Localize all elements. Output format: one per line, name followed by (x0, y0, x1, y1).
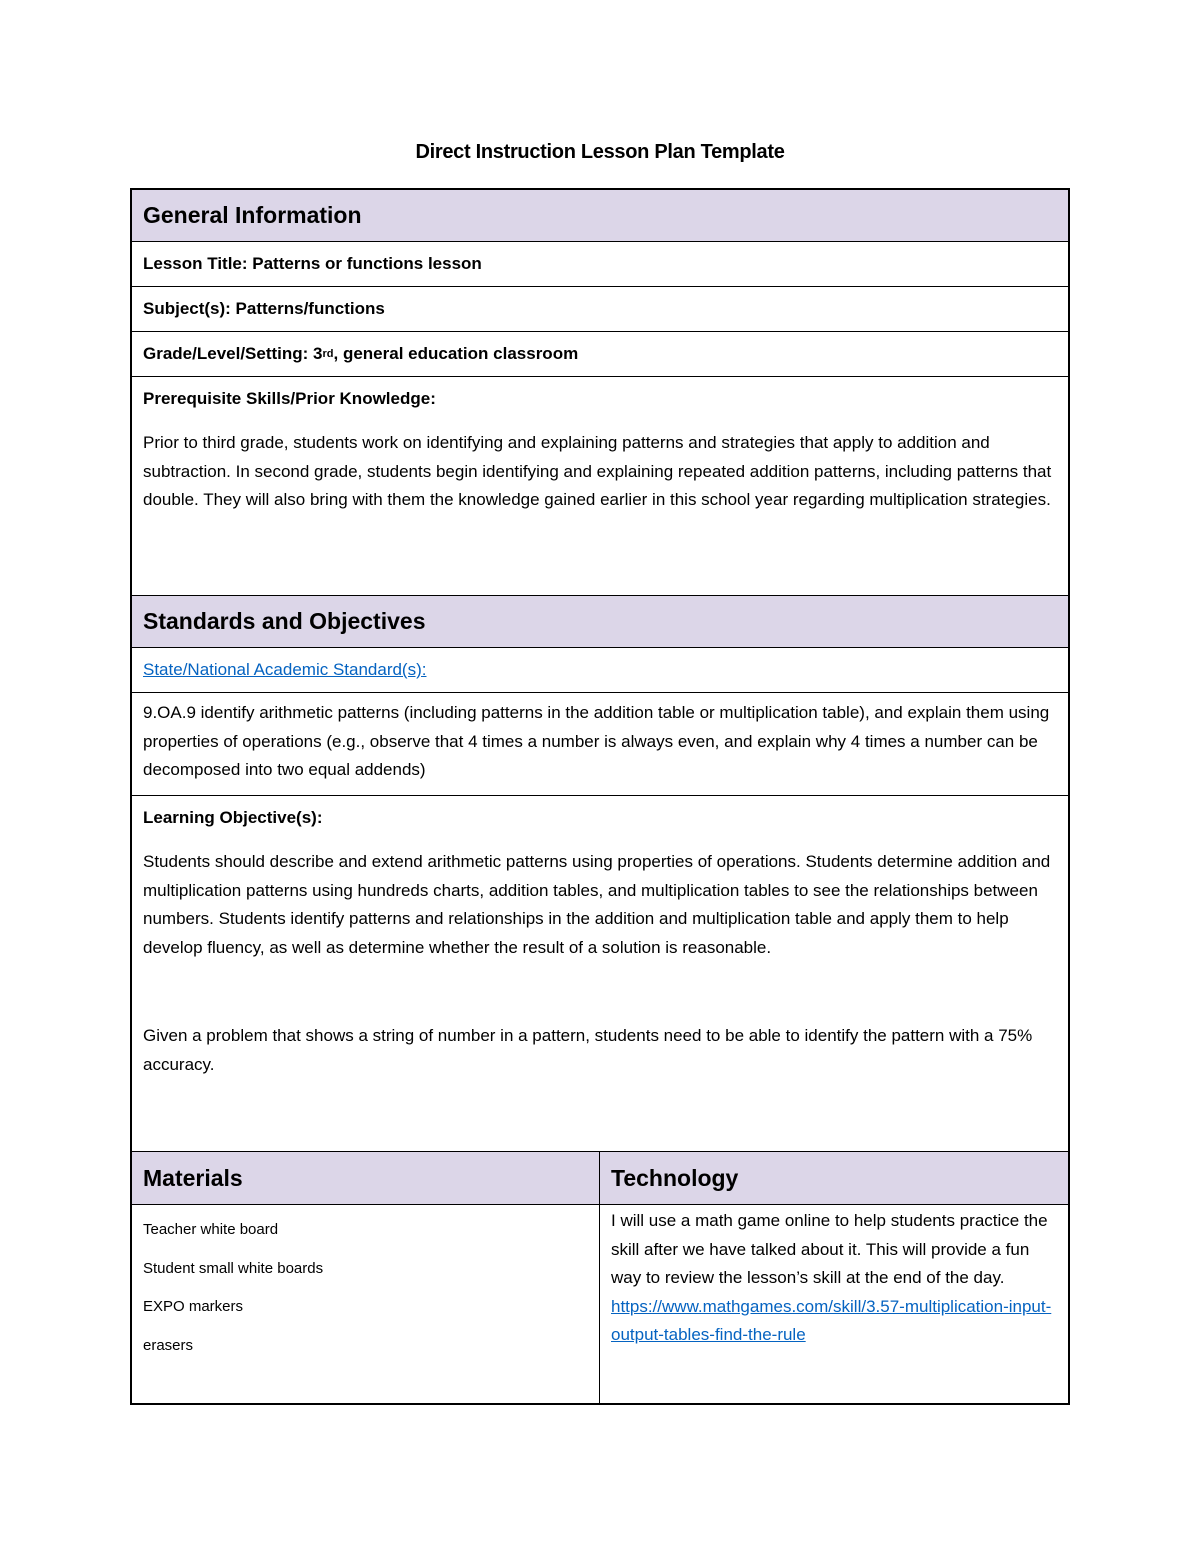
prerequisite-skills-row (132, 377, 1068, 596)
general-information-header: General Information (132, 190, 1068, 242)
objective-label: Learning Objective(s): (143, 808, 323, 827)
document-title: Direct Instruction Lesson Plan Template (415, 141, 785, 163)
materials-technology-header-row (132, 1152, 1068, 1205)
materials-technology-content-row (132, 1205, 1068, 1403)
standard-text: 9.OA.9 identify arithmetic patterns (including patterns in the addition table or multiplication table), and explain them using properties of operations (e.g., observe that 4 times a number is always even, and explain why 4 times a number can be decomposed into two equal addends) (143, 703, 1050, 779)
lesson-title-row: Lesson Title: Patterns or functions lesson (132, 242, 1068, 287)
lesson-plan-table (130, 188, 1070, 1405)
standards-objectives-header: Standards and Objectives (132, 596, 1068, 648)
materials-header: Materials (132, 1152, 600, 1204)
mathgames-link[interactable]: https://www.mathgames.com/skill/3.57-multiplication-input-output-tables-find-the-rule (611, 1296, 1052, 1344)
materials-item: erasers (143, 1336, 194, 1354)
prerequisite-label: Prerequisite Skills/Prior Knowledge: (143, 389, 436, 408)
standard-link-row (132, 648, 1068, 693)
materials-item: Teacher white board (143, 1221, 279, 1238)
technology-header: Technology (600, 1152, 1068, 1204)
objective-text-2: Given a problem that shows a string of number in a pattern, students need to be able to identify the pattern with a 75% accuracy. (143, 1026, 1033, 1074)
materials-cell (132, 1205, 600, 1403)
learning-objectives-row (132, 796, 1068, 1152)
grade-suffix: , general education classroom (333, 344, 579, 363)
subjects-row: Subject(s): Patterns/functions (132, 287, 1068, 332)
grade-level-setting-row (132, 332, 1068, 377)
prerequisite-text: Prior to third grade, students work on identifying and explaining patterns and strategies that apply to addition and subtraction. In second grade, students begin identifying and explaining repeated addition patterns, including patterns that double. They will also bring with them the knowledge gained earlier in this school year regarding multiplication strategies. (143, 433, 1052, 509)
grade-prefix: Grade/Level/Setting: 3 (143, 344, 323, 363)
materials-item: Student small white boards (143, 1259, 324, 1277)
technology-cell (600, 1205, 1068, 1403)
materials-item: EXPO markers (143, 1298, 244, 1315)
grade-superscript: rd (322, 348, 334, 360)
materials-list (143, 1205, 588, 1365)
technology-text (611, 1205, 1057, 1350)
technology-description: I will use a math game online to help students practice the skill after we have talked about it. This will provide a fun way to review the lesson’s skill at the end of the day. (611, 1211, 1048, 1287)
standard-text-row (132, 693, 1068, 796)
standards-link[interactable]: State/National Academic Standard(s): (143, 660, 427, 679)
objective-text-1: Students should describe and extend arithmetic patterns using properties of operations. Students determine addition and multiplication patterns using hundreds charts, addition tables, and multiplication tables to see the relationships between numbers. Students identify patterns and relationships in the addition and multiplication table and apply them to help develop fluency, as well as determine whether the result of a solution is reasonable. (143, 852, 1051, 957)
